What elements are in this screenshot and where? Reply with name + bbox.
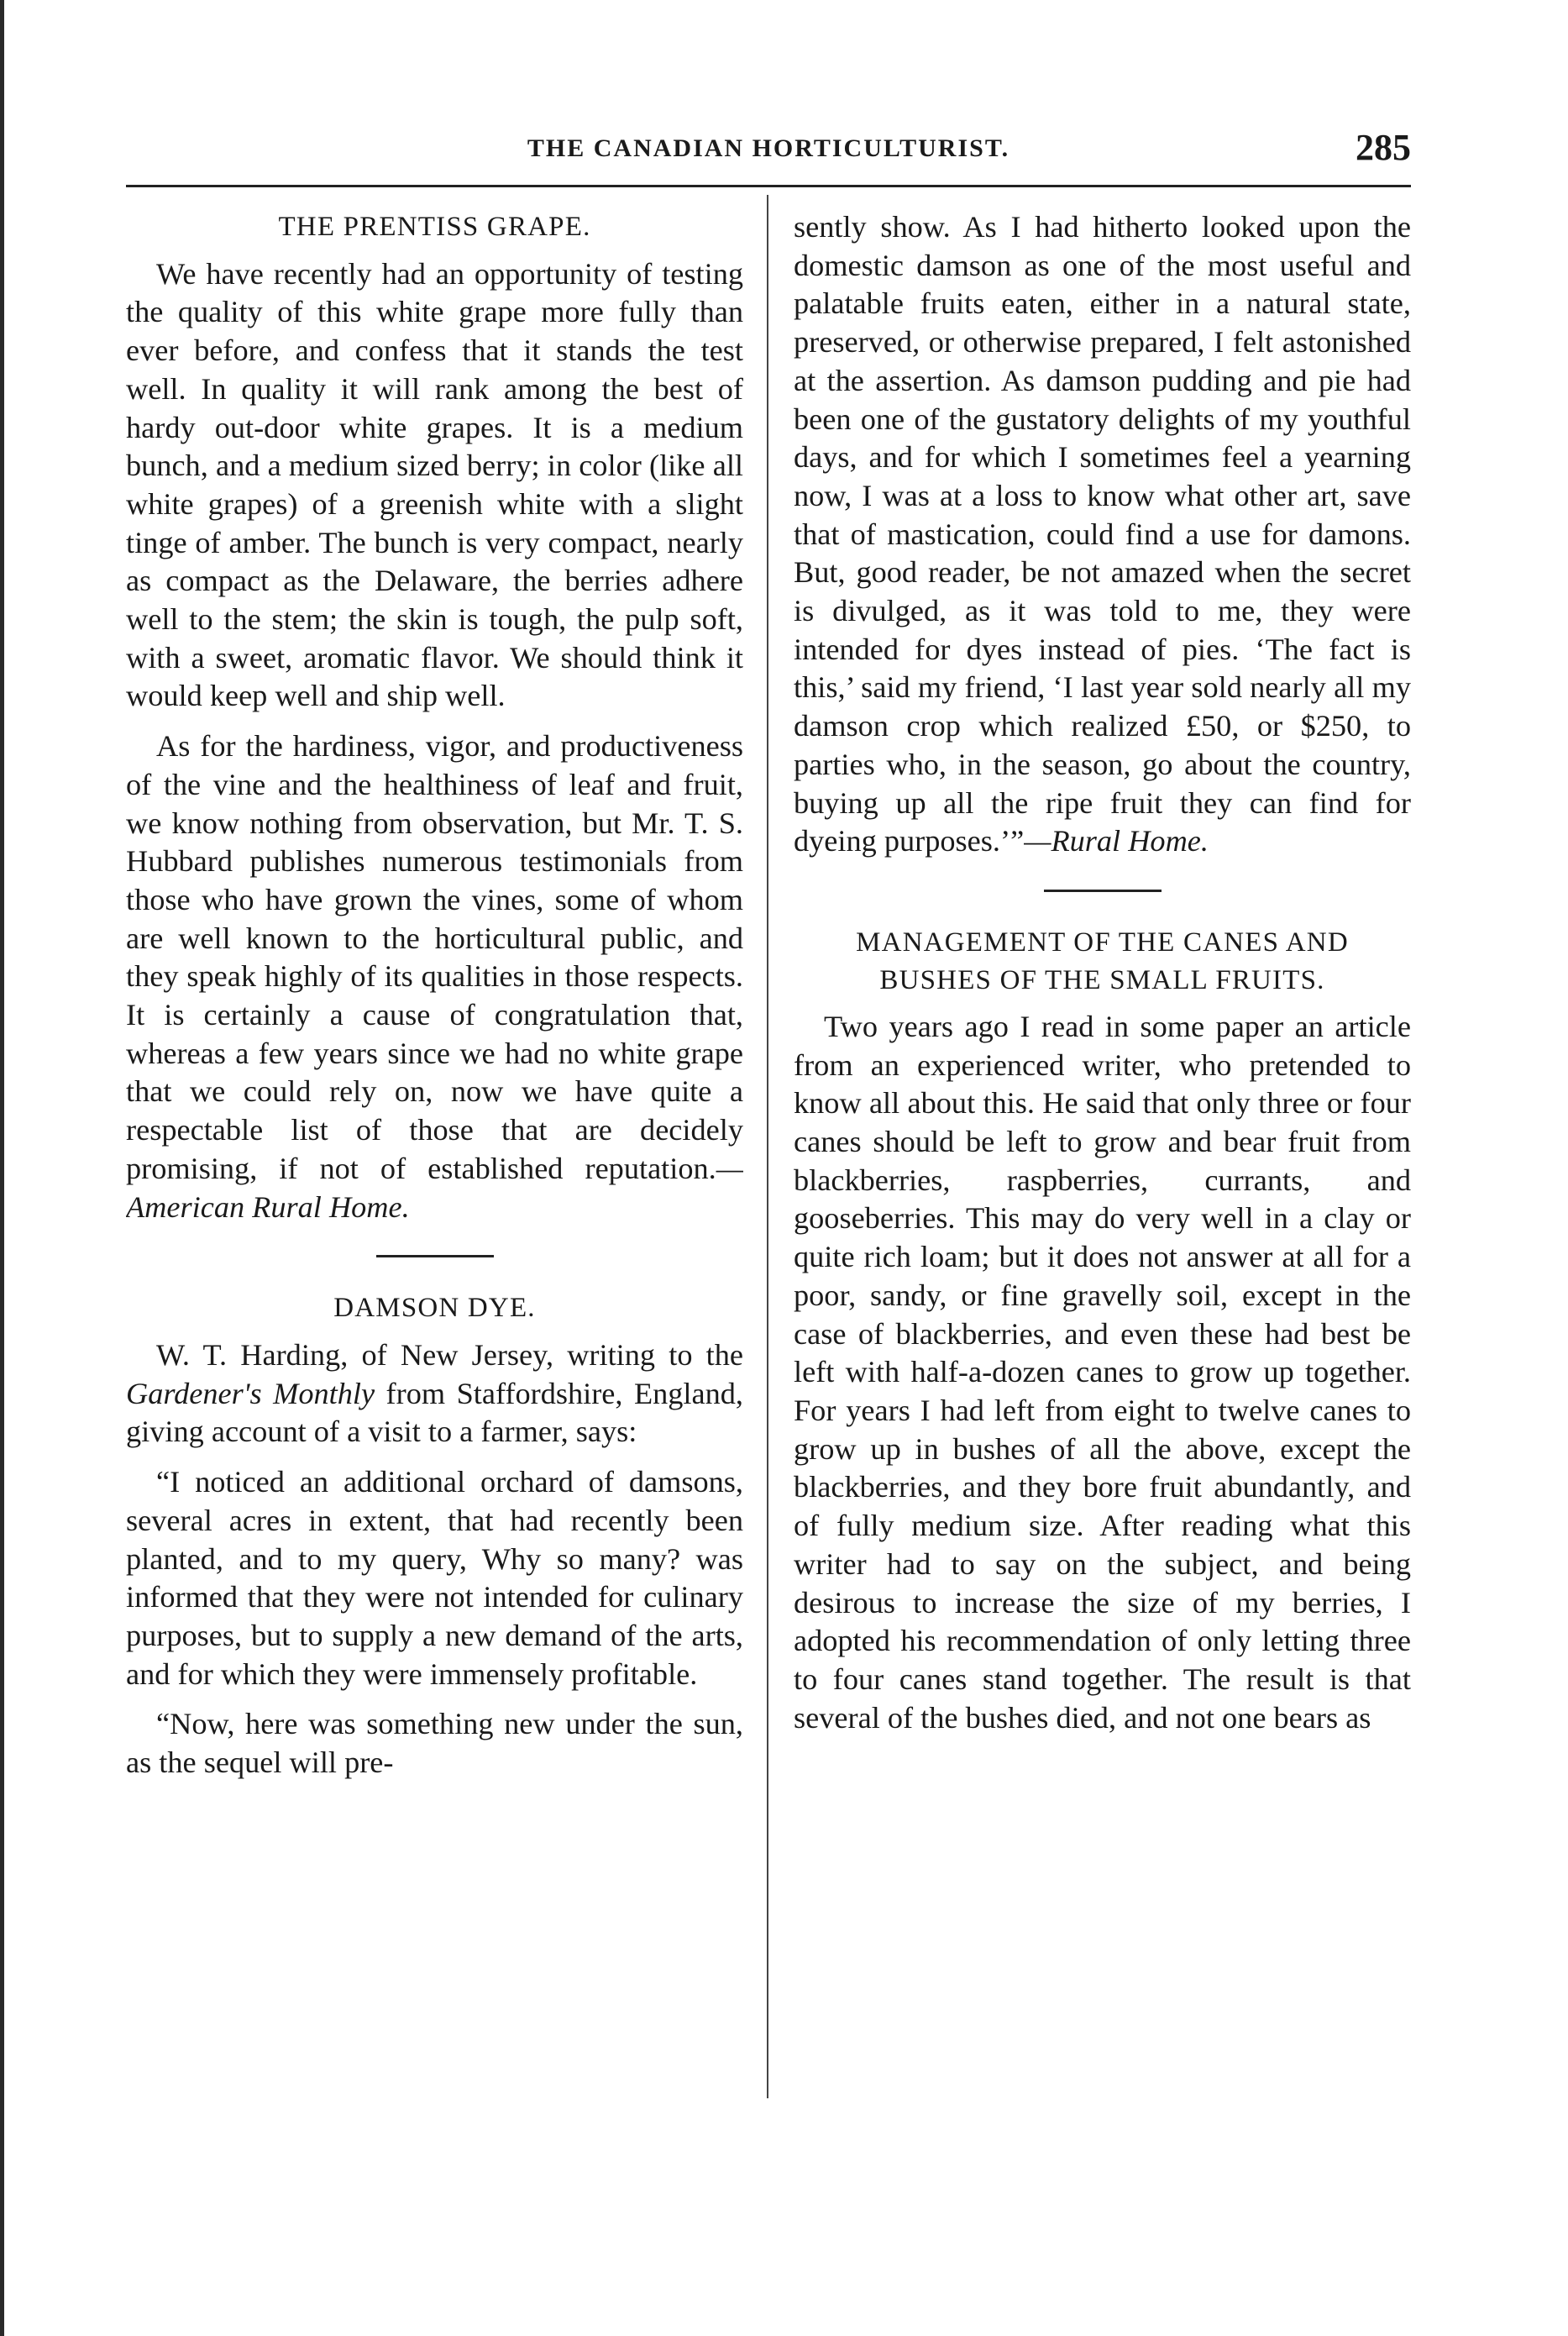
prentiss-paragraph-2-text: As for the hardiness, vigor, and productiveness of the vine and the healthiness of leaf and fruit, we know nothing from observation, but Mr. T. S. Hubbard publishes numerous testimonials from those who have grown the vines, some of whom are well known to the horticultural public, and they speak highly of its qualities in those respects. It is certainly a cause of congratulation that, whereas a few years since we had no white grape that we could rely on, now we have quite a respectable list of those that are decidely promising, if not of established reputation. (126, 729, 743, 1185)
periodical-title: Gardener's Monthly (126, 1376, 375, 1410)
heading-line-1: MANAGEMENT OF THE CANES AND (856, 927, 1349, 958)
damson-source: —Rural Home. (1024, 824, 1209, 858)
heading-line-2: BUSHES OF THE SMALL FRUITS. (879, 964, 1325, 995)
page-edge-shadow (0, 0, 4, 2336)
damson-paragraph-2: “I noticed an additional orchard of damsons, several acres in extent, that had recently been planted, and to my query, Why so many? was informed that they were not intended for culinary purposes, but to supply a new demand of the arts, and for which they were immensely profitable. (126, 1465, 743, 1691)
section-rule (376, 1255, 494, 1257)
damson-paragraph-3: “Now, here was something new under the sun, as the sequel will pre- (126, 1707, 743, 1780)
left-column (126, 208, 743, 2098)
damson-continuation (794, 208, 1411, 861)
running-title: THE CANADIAN HORTICULTURIST. (527, 134, 1010, 162)
heading-management-canes (794, 924, 1411, 1000)
page-number: 285 (1356, 127, 1411, 168)
heading-damson-dye: DAMSON DYE. (333, 1293, 536, 1324)
section-rule (1044, 890, 1162, 892)
prentiss-paragraph-2 (126, 727, 743, 1226)
right-column (794, 208, 1411, 2098)
management-paragraph-1: Two years ago I read in some paper an article from an experienced writer, who pretended to know all about this. He said that only three or four canes should be left to grow and bear fruit from blackberries, raspberries, currants, and gooseberries. This may do very well in a clay or quite rich loam; but it does not answer at all for a poor, sandy, or fine gravelly soil, except in the case of blackberries, and even these had best be left with half-a-dozen canes to grow up together. For years I had left from eight to twelve canes to grow up in bushes of all the above, except the blackberries, and they bore fruit abundantly, and of fully medium size. After reading what this writer had to say on the subject, and being desirous to increase the size of my berries, I adopted his recommendation of only letting three to four canes stand together. The result is that several of the bushes died, and not one bears as (794, 1009, 1411, 1735)
prentiss-paragraph-1: We have recently had an opportunity of testing the quality of this white grape more fully than ever before, and confess that it stands the test well. In quality it will rank among the best of hardy out-door white grapes. It is a medium bunch, and a medium sized berry; in color (like all white grapes) of a greenish white with a slight tinge of amber. The bunch is very compact, nearly as compact as the Delaware, the berries adhere well to the stem; the skin is tough, the pulp soft, with a sweet, aromatic flavor. We should think it would keep well and ship well. (126, 256, 743, 713)
damson-continuation-text: sently show. As I had hitherto looked upon the domestic damson as one of the most useful and palatable fruits eaten, either in a natural state, preserved, or otherwise prepared, I felt astonished at the assertion. As damson pudding and pie had been one of the gustatory delights of my youthful days, and for which I sometimes feel a yearning now, I was at a loss to know what other art, save that of mastication, could find a use for damons. But, good reader, be not amazed when the secret is divulged, as it was told to me, they were intended for dyes instead of pies. ‘The fact is this,’ said my friend, ‘I last year sold nearly all my damson crop which realized £50, or $250, to parties who, in the season, go about the country, buying up all the ripe fruit they can find for dyeing purposes.’” (794, 210, 1411, 858)
header-rule (126, 185, 1411, 187)
damson-paragraph-1-start: W. T. Harding, of New Jersey, writing to the (156, 1337, 743, 1372)
prentiss-source: —American Rural Home. (126, 1151, 743, 1224)
heading-prentiss-grape: THE PRENTISS GRAPE. (278, 212, 591, 242)
damson-paragraph-1-end: from Staffordshire, England, giving account of a visit to a farmer, says: (126, 1376, 743, 1449)
damson-paragraph-1 (126, 1336, 743, 1451)
column-divider (767, 195, 768, 2098)
page-header (126, 126, 1411, 176)
